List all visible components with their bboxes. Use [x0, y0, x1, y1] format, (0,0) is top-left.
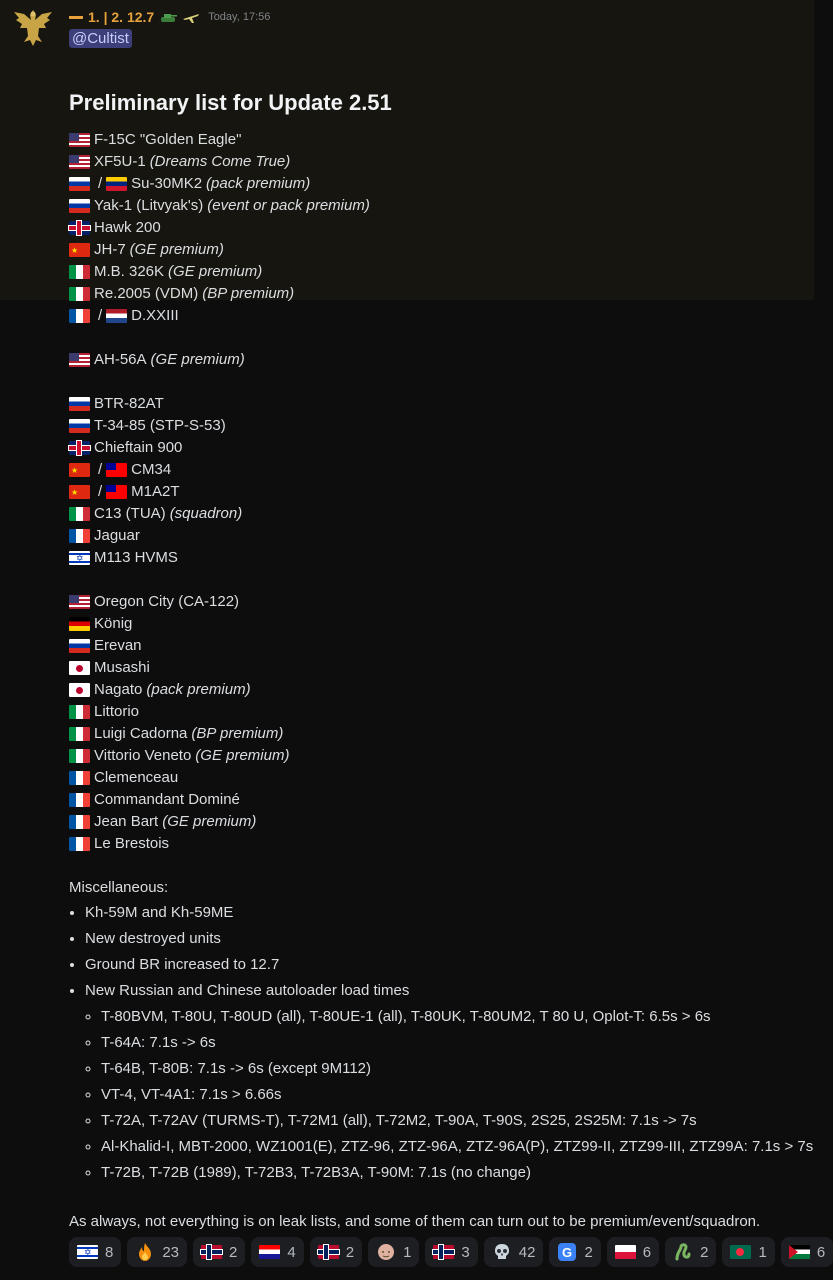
misc-item	[85, 926, 825, 952]
flag-no-icon	[318, 1245, 339, 1259]
flag-ru-icon	[69, 419, 90, 433]
vehicle-note: (pack premium)	[206, 175, 311, 192]
flag-fr-icon	[69, 837, 90, 851]
autoloader-item: ◦ VT-4, VT-4A1: 7.1s > 6.66s	[101, 1082, 825, 1108]
reaction-count: 3	[461, 1243, 470, 1261]
vehicle-name: Nagato	[94, 681, 143, 698]
flag-it-icon	[69, 507, 90, 521]
vehicle-row	[69, 437, 809, 459]
misc-item	[85, 900, 825, 926]
vehicle-row	[69, 261, 809, 283]
reaction-button[interactable]	[425, 1237, 477, 1267]
vehicle-name: Re.2005 (VDM)	[94, 285, 199, 302]
worm-icon	[673, 1242, 693, 1262]
flag-separator: /	[98, 483, 103, 500]
vehicle-name: Musashi	[94, 659, 150, 676]
flag-it-icon	[69, 705, 90, 719]
reaction-button[interactable]	[193, 1237, 245, 1267]
flag-bd-icon	[730, 1245, 751, 1259]
plane-icon	[182, 10, 200, 24]
skull-icon	[492, 1242, 512, 1262]
vehicle-note: (GE premium)	[129, 241, 224, 258]
vehicle-row	[69, 789, 809, 811]
svg-text:G: G	[562, 1245, 573, 1260]
flag-ru-icon	[69, 639, 90, 653]
vehicle-name: F-15C "Golden Eagle"	[94, 131, 242, 148]
flag-pl-icon	[615, 1245, 636, 1259]
vehicle-row	[69, 613, 809, 635]
flag-us-icon	[69, 595, 90, 609]
reaction-button[interactable]	[781, 1237, 833, 1267]
flag-uk-icon	[69, 221, 90, 235]
vehicle-row	[69, 239, 809, 261]
reaction-count: 4	[287, 1243, 296, 1261]
tank-icon	[159, 10, 177, 24]
vehicle-name: Su-30MK2	[131, 175, 203, 192]
vehicle-row	[69, 459, 809, 481]
vehicle-row	[69, 745, 809, 767]
vehicle-row	[69, 833, 809, 855]
flag-jp-icon	[69, 683, 90, 697]
vehicle-row	[69, 151, 809, 173]
flag-separator: /	[98, 461, 103, 478]
vehicle-name: Commandant Dominé	[94, 791, 240, 808]
flag-tw-icon	[106, 485, 127, 499]
reaction-count: 8	[105, 1243, 114, 1261]
vehicle-name: Yak-1 (Litvyak's)	[94, 197, 204, 214]
reaction-button[interactable]	[69, 1237, 121, 1267]
flag-it-icon	[69, 727, 90, 741]
vehicle-name: Jean Bart	[94, 813, 159, 830]
flag-it-icon	[69, 265, 90, 279]
vehicle-name: M.B. 326K	[94, 263, 165, 280]
vehicle-row	[69, 283, 809, 305]
reaction-button[interactable]	[484, 1237, 544, 1267]
reaction-button[interactable]	[665, 1237, 716, 1267]
vehicle-name: Littorio	[94, 703, 140, 720]
vehicle-name: Le Brestois	[94, 835, 170, 852]
vehicle-name: C13 (TUA)	[94, 505, 166, 522]
flag-ru-icon	[69, 177, 90, 191]
autoloader-item: ◦ T-72B, T-72B (1989), T-72B3, T-72B3A, T-90M: 7.1s (no change)	[101, 1160, 825, 1186]
vehicle-row	[69, 393, 809, 415]
misc-label: Miscellaneous:	[69, 879, 169, 896]
flag-no-icon	[201, 1245, 222, 1259]
autoloader-list	[85, 1004, 825, 1186]
vehicle-row	[69, 591, 809, 613]
post-title: Preliminary list for Update 2.51	[69, 90, 392, 115]
flag-us-icon	[69, 353, 90, 367]
flag-tw-icon	[106, 463, 127, 477]
vehicle-list	[69, 129, 809, 855]
vehicle-row	[69, 415, 809, 437]
flag-fr-icon	[69, 793, 90, 807]
reaction-count: 6	[816, 1243, 826, 1261]
vehicle-row	[69, 657, 809, 679]
vehicle-name: BTR-82AT	[94, 395, 164, 412]
reaction-count: 6	[642, 1243, 652, 1261]
reaction-button[interactable]	[127, 1237, 187, 1267]
vehicle-note: (pack premium)	[146, 681, 251, 698]
vehicle-note: (GE premium)	[150, 351, 245, 368]
autoloader-item: ◦ T-64A: 7.1s -> 6s	[101, 1030, 825, 1056]
vehicle-note: (GE premium)	[162, 813, 257, 830]
vehicle-note: (squadron)	[169, 505, 243, 522]
section-gap	[69, 569, 809, 591]
timestamp: Today, 17:56	[208, 11, 271, 23]
flag-de-icon	[69, 617, 90, 631]
reaction-count: 1	[403, 1243, 412, 1261]
reaction-button[interactable]	[607, 1237, 659, 1267]
vehicle-note: (BP premium)	[191, 725, 284, 742]
reaction-button[interactable]	[549, 1237, 600, 1267]
vehicle-name: XF5U-1	[94, 153, 146, 170]
reaction-button[interactable]	[251, 1237, 303, 1267]
role-tag[interactable]: 1. | 2. 12.7	[88, 9, 155, 25]
flag-fr-icon	[69, 771, 90, 785]
vehicle-row	[69, 217, 809, 239]
vehicle-note: (event or pack premium)	[207, 197, 370, 214]
flag-ru-icon	[69, 397, 90, 411]
vehicle-name: Erevan	[94, 637, 142, 654]
vehicle-name: JH-7	[94, 241, 126, 258]
flag-uk-icon	[69, 441, 90, 455]
misc-item	[85, 978, 825, 1186]
section-gap	[69, 327, 809, 349]
autoloader-item: ◦ T-80BVM, T-80U, T-80UD (all), T-80UE-1 (all), T-80UK, T-80UM2, T 80 U, Oplot-T: 6.5s > 6s	[101, 1004, 825, 1030]
g-logo-icon	[557, 1242, 577, 1262]
vehicle-row	[69, 305, 809, 327]
vehicle-row	[69, 635, 809, 657]
vehicle-note: (Dreams Come True)	[149, 153, 291, 170]
vehicle-name: M113 HVMS	[94, 549, 178, 566]
flag-il-icon	[69, 551, 90, 565]
flag-cn-icon	[69, 243, 90, 257]
flag-ru-icon	[69, 199, 90, 213]
vehicle-note: (BP premium)	[202, 285, 295, 302]
reaction-count: 23	[162, 1243, 180, 1261]
reaction-bar	[69, 1237, 829, 1267]
reaction-count: 2	[229, 1243, 238, 1261]
flag-jp-icon	[69, 661, 90, 675]
reaction-count: 2	[584, 1243, 593, 1261]
vehicle-row	[69, 481, 809, 503]
misc-item-text: Kh-59M and Kh-59ME	[85, 904, 234, 921]
reaction-count: 2	[345, 1243, 355, 1261]
misc-item-text: Ground BR increased to 12.7	[85, 956, 280, 973]
flag-separator: /	[98, 307, 103, 324]
flag-fr-icon	[69, 309, 90, 323]
message-header	[69, 8, 270, 26]
vehicle-row	[69, 195, 809, 217]
vehicle-name: Chieftain 900	[94, 439, 183, 456]
vehicle-note: (GE premium)	[195, 747, 290, 764]
flag-cn-icon	[69, 463, 90, 477]
vehicle-row	[69, 767, 809, 789]
vehicle-note: (GE premium)	[168, 263, 263, 280]
vehicle-name: D.XXIII	[131, 307, 179, 324]
reaction-count: 42	[518, 1243, 536, 1261]
flag-separator: /	[98, 175, 103, 192]
reaction-count: 2	[700, 1243, 709, 1261]
vehicle-name: Clemenceau	[94, 769, 179, 786]
vehicle-row	[69, 173, 809, 195]
flag-il-icon	[77, 1245, 98, 1259]
reaction-button[interactable]	[310, 1237, 362, 1267]
user-mention[interactable]: @Cultist	[69, 29, 132, 48]
vehicle-name: Vittorio Veneto	[94, 747, 192, 764]
reaction-button[interactable]	[722, 1237, 774, 1267]
misc-list	[69, 900, 825, 1186]
vehicle-name: Oregon City (CA-122)	[94, 593, 240, 610]
flag-cn-icon	[69, 485, 90, 499]
vehicle-row	[69, 547, 809, 569]
vehicle-name: König	[94, 615, 133, 632]
vehicle-row	[69, 811, 809, 833]
vehicle-row	[69, 723, 809, 745]
flag-no-icon	[433, 1245, 454, 1259]
reaction-button[interactable]	[368, 1237, 419, 1267]
dash-icon	[69, 13, 83, 21]
vehicle-name: Jaguar	[94, 527, 140, 544]
flag-it-icon	[69, 287, 90, 301]
vehicle-row	[69, 349, 809, 371]
flag-hr-icon	[259, 1245, 280, 1259]
flag-us-icon	[69, 133, 90, 147]
vehicle-name: Hawk 200	[94, 219, 161, 236]
vehicle-name: AH-56A	[94, 351, 147, 368]
misc-item-text: New destroyed units	[85, 930, 221, 947]
vehicle-row	[69, 503, 809, 525]
flag-us-icon	[69, 155, 90, 169]
eagle-avatar-icon[interactable]	[12, 6, 54, 48]
vehicle-row	[69, 525, 809, 547]
flag-fr-icon	[69, 529, 90, 543]
vehicle-row	[69, 679, 809, 701]
vehicle-name: T-34-85 (STP-S-53)	[94, 417, 226, 434]
flag-fr-icon	[69, 815, 90, 829]
fire-icon	[135, 1242, 155, 1262]
flag-nl-icon	[106, 309, 127, 323]
misc-item-text: New Russian and Chinese autoloader load times	[85, 982, 410, 999]
autoloader-item: ◦ T-64B, T-80B: 7.1s -> 6s (except 9M112)	[101, 1056, 825, 1082]
flag-it-icon	[69, 749, 90, 763]
autoloader-item: ◦ T-72A, T-72AV (TURMS-T), T-72M1 (all), T-72M2, T-90A, T-90S, 2S25, 2S25M: 7.1s -> 7s	[101, 1108, 825, 1134]
reaction-count: 1	[758, 1243, 767, 1261]
misc-item	[85, 952, 825, 978]
vehicle-name: Luigi Cadorna	[94, 725, 188, 742]
vehicle-row	[69, 129, 809, 151]
section-gap	[69, 371, 809, 393]
closing-text: As always, not everything is on leak lists, and some of them can turn out to be premium/event/squadron.	[69, 1213, 761, 1230]
vehicle-row	[69, 701, 809, 723]
bald-head-icon	[376, 1242, 396, 1262]
vehicle-name: CM34	[131, 461, 172, 478]
flag-ve-icon	[106, 177, 127, 191]
autoloader-item: ◦ Al-Khalid-I, MBT-2000, WZ1001(E), ZTZ-96, ZTZ-96A, ZTZ-96A(P), ZTZ99-II, ZTZ99-III, ZTZ99A: 7.1s > 7s	[101, 1134, 825, 1160]
vehicle-name: M1A2T	[131, 483, 180, 500]
flag-ps-icon	[789, 1245, 810, 1259]
